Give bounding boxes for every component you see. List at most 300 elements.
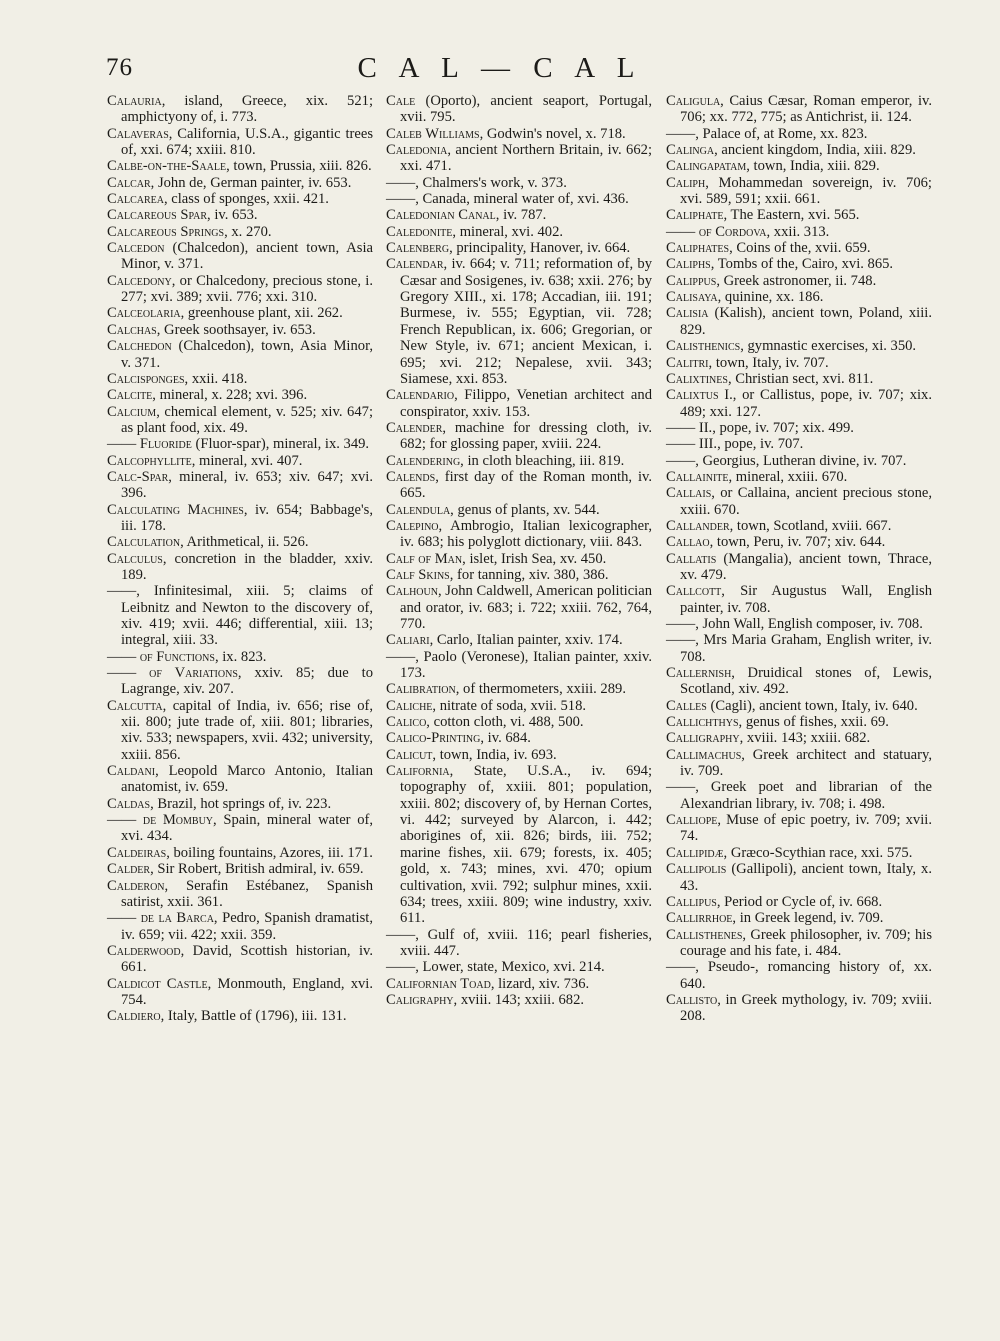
entry-text: , first day of the Roman month, iv. 665. bbox=[400, 468, 652, 502]
index-entry bbox=[666, 910, 932, 926]
entry-headword: Calender bbox=[386, 419, 443, 436]
entry-headword: Calicut bbox=[386, 746, 433, 763]
entry-headword: Calingapatam bbox=[666, 158, 747, 175]
entry-headword: —— of Variations bbox=[107, 665, 238, 682]
entry-text: , of thermometers, xxiii. 289. bbox=[455, 681, 626, 698]
entry-text: , xxiv. 85; due to Lagrange, xiv. 207. bbox=[121, 665, 373, 698]
entry-headword: Calchas bbox=[107, 321, 157, 338]
index-entry bbox=[666, 665, 932, 698]
entry-headword: Calico-Printing bbox=[386, 730, 481, 747]
entry-headword: Calepino bbox=[386, 517, 439, 534]
index-entry bbox=[386, 256, 652, 387]
index-entry bbox=[107, 191, 373, 207]
entry-headword: Caligula bbox=[666, 93, 721, 109]
index-entry bbox=[386, 207, 652, 223]
index-entry bbox=[666, 93, 932, 126]
index-entry bbox=[107, 812, 373, 845]
entry-headword: Calderon bbox=[107, 877, 165, 894]
entry-headword: Callipidæ bbox=[666, 844, 724, 861]
index-entry bbox=[386, 126, 652, 142]
entry-headword: Caliche bbox=[386, 697, 433, 714]
index-entry bbox=[666, 355, 932, 371]
entry-text: (Kalish), ancient town, Poland, xiii. 829. bbox=[680, 305, 932, 338]
index-entry bbox=[107, 453, 373, 469]
index-entry bbox=[666, 927, 932, 960]
entry-text: , iv. 653. bbox=[207, 207, 258, 224]
entry-headword: Calf of Man bbox=[386, 550, 463, 567]
index-entry bbox=[666, 158, 932, 174]
entry-headword: Calcite bbox=[107, 387, 153, 404]
entry-headword: Caleb Williams bbox=[386, 125, 480, 142]
index-entry bbox=[107, 158, 373, 174]
index-entry bbox=[107, 404, 373, 437]
entry-headword: Calippus bbox=[666, 272, 717, 289]
entry-text: —— II., pope, iv. 707; xix. 499. bbox=[666, 419, 854, 436]
entry-text: , principality, Hanover, iv. 664. bbox=[449, 240, 631, 257]
entry-text: (Chalcedon), ancient town, Asia Minor, v. 371. bbox=[121, 240, 373, 273]
entry-headword: Cale bbox=[386, 93, 416, 109]
entry-headword: Calbe-on-the-Saale bbox=[107, 158, 227, 175]
entry-text: , Carlo, Italian painter, xxiv. 174. bbox=[429, 632, 623, 649]
index-entry bbox=[666, 632, 932, 665]
entry-text: , x. 270. bbox=[224, 223, 272, 240]
entry-text: —— III., pope, iv. 707. bbox=[666, 436, 804, 453]
entry-text: ——, Infinitesimal, xiii. 5; claims of Leibnitz and Newton to the discovery of, xiv. 419; xvii. 446; differential, xiii. 13; integral, xiii. 33. bbox=[107, 583, 373, 649]
entry-headword: Callirrhoe bbox=[666, 910, 733, 927]
entry-headword: Callichthys bbox=[666, 714, 739, 731]
entry-text: , mineral, x. 228; xvi. 396. bbox=[152, 387, 308, 404]
index-entry bbox=[666, 779, 932, 812]
entry-headword: Caldas bbox=[107, 795, 151, 812]
entry-headword: Callernish bbox=[666, 665, 732, 682]
index-entry bbox=[107, 469, 373, 502]
index-entry bbox=[666, 273, 932, 289]
entry-headword: Callao bbox=[666, 534, 710, 551]
entry-headword: Caldiero bbox=[107, 1008, 161, 1025]
index-entry bbox=[386, 763, 652, 926]
entry-headword: Calcar bbox=[107, 174, 151, 191]
entry-text: ——, Chalmers's work, v. 373. bbox=[386, 174, 567, 191]
index-entry bbox=[107, 224, 373, 240]
entry-text: (Cagli), ancient town, Italy, iv. 640. bbox=[706, 697, 918, 714]
entry-text: ——, Palace of, at Rome, xx. 823. bbox=[666, 125, 868, 142]
entry-text: , class of sponges, xxii. 421. bbox=[163, 191, 329, 208]
entry-text: (Mangalia), ancient town, Thrace, xv. 479. bbox=[680, 550, 932, 583]
entry-headword: —— de la Barca bbox=[107, 910, 214, 927]
index-entry bbox=[107, 665, 373, 698]
index-entry bbox=[107, 534, 373, 550]
entry-headword: Calcedony bbox=[107, 272, 172, 289]
entry-text: , John Caldwell, American politician and orator, iv. 683; i. 722; xxiii. 762, 764, 770. bbox=[400, 583, 652, 632]
entry-headword: Calculation bbox=[107, 534, 181, 551]
entry-text: I., or Callistus, pope, iv. 707; xix. 489; xxi. 127. bbox=[680, 387, 932, 420]
entry-headword: Calcutta bbox=[107, 697, 163, 714]
entry-text: , Pedro, Spanish dramatist, iv. 659; vii. 422; xxii. 359. bbox=[121, 910, 373, 943]
index-entry bbox=[666, 436, 932, 452]
entry-text: , town, India, xiii. 829. bbox=[746, 158, 880, 175]
entry-text: , nitrate of soda, xvii. 518. bbox=[432, 697, 587, 714]
entry-text: (Gallipoli), ancient town, Italy, x. 43. bbox=[680, 861, 932, 894]
entry-headword: Callimachus bbox=[666, 746, 742, 763]
index-entry bbox=[107, 175, 373, 191]
page-number: 76 bbox=[106, 54, 133, 81]
entry-text: ——, Gulf of, xviii. 116; pearl fisheries, xviii. 447. bbox=[386, 926, 652, 959]
entry-headword: Calligraphy bbox=[666, 730, 740, 747]
index-entry bbox=[107, 551, 373, 584]
index-entry bbox=[666, 126, 932, 142]
entry-text: , in Greek legend, iv. 709. bbox=[732, 910, 884, 927]
entry-text: , gymnastic exercises, xi. 350. bbox=[740, 338, 917, 355]
entry-headword: Calcium bbox=[107, 403, 157, 420]
entry-text: ——, Greek poet and librarian of the Alexandrian library, iv. 708; i. 498. bbox=[666, 779, 932, 812]
entry-text: , in Greek mythology, iv. 709; xviii. 208. bbox=[680, 991, 932, 1025]
entry-text: , Greek soothsayer, iv. 653. bbox=[156, 321, 316, 338]
entry-headword: Callais bbox=[666, 485, 712, 502]
entry-text: , Brazil, hot springs of, iv. 223. bbox=[150, 795, 332, 812]
entry-text: , Monmouth, England, xvi. 754. bbox=[121, 975, 373, 1008]
index-entry bbox=[666, 812, 932, 845]
index-entry bbox=[666, 583, 932, 616]
index-entry bbox=[386, 976, 652, 992]
entry-headword: Caliphs bbox=[666, 256, 711, 273]
index-entry bbox=[666, 714, 932, 730]
entry-text: , mineral, iv. 653; xiv. 647; xvi. 396. bbox=[121, 468, 373, 502]
index-entry bbox=[386, 453, 652, 469]
entry-text: , islet, Irish Sea, xv. 450. bbox=[462, 550, 607, 567]
entry-text: , town, Peru, iv. 707; xiv. 644. bbox=[709, 534, 886, 551]
index-entry bbox=[107, 698, 373, 763]
index-entry bbox=[386, 191, 652, 207]
entry-headword: —— of Functions bbox=[107, 648, 215, 665]
index-entry bbox=[386, 518, 652, 551]
index-entry bbox=[386, 730, 652, 746]
index-entry bbox=[107, 371, 373, 387]
entry-text: , ancient Northern Britain, iv. 662; xxi. 471. bbox=[400, 142, 652, 175]
entry-headword: —— of Cordova bbox=[666, 223, 767, 240]
entry-text: , concretion in the bladder, xxiv. 189. bbox=[121, 550, 373, 583]
index-entry bbox=[107, 126, 373, 159]
entry-headword: Californian Toad bbox=[386, 975, 491, 992]
entry-headword: Callisthenes bbox=[666, 926, 743, 943]
index-entry bbox=[666, 959, 932, 992]
index-column-1 bbox=[107, 93, 373, 1025]
entry-text: , iv. 787. bbox=[495, 207, 547, 224]
index-entry bbox=[666, 371, 932, 387]
index-entry bbox=[386, 632, 652, 648]
running-head: C A L — C A L bbox=[357, 52, 643, 84]
entry-text: ——, Pseudo-, romancing history of, xx. 640. bbox=[666, 959, 932, 992]
index-entry bbox=[386, 502, 652, 518]
index-entry bbox=[666, 289, 932, 305]
entry-text: , Muse of epic poetry, iv. 709; xvii. 74. bbox=[680, 812, 932, 845]
index-entry bbox=[666, 175, 932, 208]
index-entry bbox=[386, 175, 652, 191]
entry-text: , Mohammedan sovereign, iv. 706; xvi. 589, 591; xxii. 661. bbox=[680, 174, 932, 208]
entry-headword: Calenberg bbox=[386, 240, 450, 257]
entry-headword: Caledonia bbox=[386, 142, 448, 159]
index-entry bbox=[386, 224, 652, 240]
index-entry bbox=[386, 583, 652, 632]
index-entry bbox=[666, 698, 932, 714]
index-entry bbox=[666, 305, 932, 338]
entry-headword: Calculating Machines bbox=[107, 501, 244, 518]
index-entry bbox=[107, 338, 373, 371]
entry-text: , Godwin's novel, x. 718. bbox=[479, 125, 626, 142]
index-entry bbox=[107, 976, 373, 1009]
entry-headword: Callander bbox=[666, 517, 730, 534]
entry-headword: Caldani bbox=[107, 763, 156, 780]
entry-text: , xviii. 143; xxiii. 682. bbox=[453, 991, 585, 1008]
index-entry bbox=[386, 93, 652, 126]
entry-text: , Caius Cæsar, Roman emperor, iv. 706; xx. 772, 775; as Antichrist, ii. 124. bbox=[680, 93, 932, 126]
entry-text: ——, Canada, mineral water of, xvi. 436. bbox=[386, 191, 629, 208]
entry-headword: Caliphate bbox=[666, 207, 724, 224]
entry-text: , Greek architect and statuary, iv. 709. bbox=[680, 746, 932, 780]
entry-text: , genus of plants, xv. 544. bbox=[450, 501, 600, 518]
entry-text: , Italy, Battle of (1796), iii. 131. bbox=[160, 1008, 347, 1025]
entry-headword: Calcisponges bbox=[107, 370, 185, 387]
entry-headword: Calendar bbox=[386, 256, 444, 273]
entry-text: , iv. 684. bbox=[480, 730, 531, 747]
entry-headword: Calliope bbox=[666, 812, 718, 829]
entry-headword: Calcarea bbox=[107, 191, 164, 208]
entry-text: , Sir Robert, British admiral, iv. 659. bbox=[150, 861, 364, 878]
entry-headword: Calchedon bbox=[107, 338, 172, 355]
index-entry bbox=[386, 747, 652, 763]
entry-headword: Caliphates bbox=[666, 240, 730, 257]
index-entry bbox=[666, 992, 932, 1025]
entry-text: (Chalcedon), town, Asia Minor, v. 371. bbox=[121, 338, 373, 371]
entry-headword: Callatis bbox=[666, 550, 717, 567]
index-entry bbox=[666, 224, 932, 240]
index-entry bbox=[666, 894, 932, 910]
index-entry bbox=[386, 240, 652, 256]
entry-text: ——, John Wall, English composer, iv. 708. bbox=[666, 616, 923, 632]
entry-headword: Calceolaria bbox=[107, 305, 181, 322]
entry-text: , The Eastern, xvi. 565. bbox=[723, 207, 860, 224]
entry-headword: Calixtines bbox=[666, 370, 728, 387]
entry-text: , quinine, xx. 186. bbox=[717, 289, 824, 306]
entry-text: , or Chalcedony, precious stone, i. 277; xvi. 389; xvii. 776; xxi. 310. bbox=[121, 272, 373, 306]
index-entry bbox=[666, 469, 932, 485]
index-entry bbox=[666, 420, 932, 436]
entry-headword: Caledonite bbox=[386, 223, 453, 240]
entry-text: , town, Scotland, xviii. 667. bbox=[729, 517, 892, 534]
entry-headword: Calcedon bbox=[107, 240, 165, 257]
entry-headword: Calendering bbox=[386, 452, 461, 469]
entry-text: , Sir Augustus Wall, English painter, iv. 708. bbox=[680, 583, 932, 616]
entry-headword: Caledonian Canal bbox=[386, 207, 496, 224]
entry-text: , xxii. 313. bbox=[766, 223, 830, 240]
index-entry bbox=[107, 861, 373, 877]
entry-text: , in cloth bleaching, iii. 819. bbox=[460, 452, 625, 469]
entry-text: , ancient kingdom, India, xiii. 829. bbox=[714, 142, 916, 159]
entry-text: , Arithmetical, ii. 526. bbox=[180, 534, 309, 551]
index-entry bbox=[666, 240, 932, 256]
index-entry bbox=[107, 583, 373, 648]
index-entry bbox=[107, 910, 373, 943]
index-entry bbox=[107, 240, 373, 273]
index-entry bbox=[666, 338, 932, 354]
entry-text: , Coins of the, xvii. 659. bbox=[729, 240, 871, 257]
entry-headword: Calculus bbox=[107, 550, 163, 567]
index-entry bbox=[386, 551, 652, 567]
index-entry bbox=[666, 861, 932, 894]
entry-text: , mineral, xvi. 407. bbox=[191, 452, 303, 469]
entry-headword: Calendario bbox=[386, 387, 455, 404]
index-entry bbox=[386, 420, 652, 453]
entry-text: , Period or Cycle of, iv. 668. bbox=[716, 893, 883, 910]
entry-headword: Callisto bbox=[666, 991, 718, 1008]
index-entry bbox=[666, 453, 932, 469]
index-entry bbox=[107, 305, 373, 321]
entry-headword: Calends bbox=[386, 468, 436, 485]
entry-headword: —— de Mombuy bbox=[107, 812, 214, 829]
index-entry bbox=[386, 469, 652, 502]
index-entry bbox=[386, 649, 652, 682]
entry-headword: California bbox=[386, 763, 450, 780]
index-entry bbox=[386, 714, 652, 730]
entry-headword: Caliph bbox=[666, 174, 706, 191]
entry-text: , chemical element, v. 525; xiv. 647; as plant food, xix. 49. bbox=[121, 403, 373, 436]
entry-headword: —— Fluoride bbox=[107, 436, 192, 453]
entry-headword: Caliari bbox=[386, 632, 430, 649]
entry-headword: Calc-Spar bbox=[107, 468, 169, 485]
index-entry bbox=[107, 273, 373, 306]
entry-text: , boiling fountains, Azores, iii. 171. bbox=[166, 844, 373, 861]
entry-text: , cotton cloth, vi. 488, 500. bbox=[426, 714, 584, 731]
entry-text: ——, Paolo (Veronese), Italian painter, xxiv. 173. bbox=[386, 648, 652, 682]
index-entry bbox=[666, 518, 932, 534]
index-entry bbox=[107, 387, 373, 403]
entry-text: , Filippo, Venetian architect and conspirator, xxiv. 153. bbox=[400, 387, 652, 420]
index-entry bbox=[666, 551, 932, 584]
entry-text: , capital of India, iv. 656; rise of, xii. 800; jute trade of, xiii. 801; libraries, xiv. 533; newspapers, xvii. 432; university, xxiii. 856. bbox=[121, 697, 373, 763]
entry-text: (Fluor-spar), mineral, ix. 349. bbox=[191, 436, 370, 453]
index-entry bbox=[386, 992, 652, 1008]
entry-text: , town, Prussia, xiii. 826. bbox=[226, 158, 372, 175]
index-entry bbox=[666, 616, 932, 632]
entry-headword: Calinga bbox=[666, 142, 715, 159]
entry-headword: Calisia bbox=[666, 305, 709, 322]
entry-headword: Calisaya bbox=[666, 289, 718, 306]
index-entry bbox=[386, 567, 652, 583]
index-entry bbox=[666, 845, 932, 861]
entry-text: , xviii. 143; xxiii. 682. bbox=[739, 730, 871, 747]
entry-text: , island, Greece, xix. 521; amphictyony of, i. 773. bbox=[121, 93, 373, 126]
entry-headword: Calcophyllite bbox=[107, 452, 192, 469]
entry-headword: Calaveras bbox=[107, 125, 169, 142]
entry-headword: Callcott bbox=[666, 583, 722, 600]
entry-text: , Spain, mineral water of, xvi. 434. bbox=[121, 812, 373, 845]
entry-headword: Callainite bbox=[666, 468, 729, 485]
index-entry bbox=[107, 796, 373, 812]
entry-headword: Caldeiras bbox=[107, 844, 167, 861]
entry-text: ——, Mrs Maria Graham, English writer, iv. 708. bbox=[666, 632, 932, 665]
index-entry bbox=[386, 681, 652, 697]
entry-text: , Leopold Marco Antonio, Italian anatomist, iv. 659. bbox=[121, 763, 373, 796]
entry-headword: Calf Skins bbox=[386, 566, 450, 583]
entry-headword: Calderwood bbox=[107, 942, 181, 959]
index-entry bbox=[107, 436, 373, 452]
index-entry bbox=[107, 322, 373, 338]
entry-text: , town, Italy, iv. 707. bbox=[708, 354, 829, 371]
entry-text: , or Callaina, ancient precious stone, xxiii. 670. bbox=[680, 485, 932, 518]
entry-text: , ix. 823. bbox=[214, 648, 267, 665]
entry-text: , Druidical stones of, Lewis, Scotland, xiv. 492. bbox=[680, 665, 932, 698]
index-entry bbox=[107, 502, 373, 535]
entry-text: , Serafin Estébanez, Spanish satirist, xxii. 361. bbox=[121, 877, 373, 910]
index-entry bbox=[107, 649, 373, 665]
entry-headword: Callipolis bbox=[666, 861, 727, 878]
entry-headword: Calhoun bbox=[386, 583, 438, 600]
index-entry bbox=[107, 943, 373, 976]
index-entry bbox=[666, 142, 932, 158]
entry-headword: Calitri bbox=[666, 354, 709, 371]
index-entry bbox=[107, 93, 373, 126]
entry-text: , State, U.S.A., iv. 694; topography of, xxiii. 801; population, xxiii. 802; discovery of, by Hernan Cortes, vi. 442; surveyed by Alarcon, i. 442; aborigines of, xii. 826; birds, iii. 752; marine fishes, xii. 679; forests, ix. 405; gold, x. 743; mines, xvi. 470; opium cultivation, xvii. 792; sulphur mines, xxii. 634; trees, xxiii. 809; wine industry, xxiv. 611. bbox=[400, 763, 652, 927]
entry-text: , machine for dressing cloth, iv. 682; for glossing paper, xviii. 224. bbox=[400, 419, 652, 453]
entry-text: , greenhouse plant, xii. 262. bbox=[180, 305, 343, 322]
entry-headword: Calcareous Spar bbox=[107, 207, 208, 224]
entry-text: , California, U.S.A., gigantic trees of, xxi. 674; xxiii. 810. bbox=[121, 125, 373, 159]
entry-text: , iv. 664; v. 711; reformation of, by Cæsar and Sosigenes, iv. 638; xxii. 276; by Gregory XIII., xi. 178; Accadian, iii. 191; Burmese, iv. 555; Egyptian, vii. 728; French Republican, ix. 606; Gregorian, or New Style, iv. 671; ancient Mexican, i. 695; xvi. 212; Nepalese, xvii. 343; Siamese, xxi. 853. bbox=[400, 256, 653, 387]
entry-headword: Caligraphy bbox=[386, 991, 454, 1008]
index-entry bbox=[666, 730, 932, 746]
entry-headword: Caldicot Castle bbox=[107, 975, 208, 992]
entry-text: , mineral, xxiii. 670. bbox=[728, 468, 848, 485]
index-entry bbox=[666, 387, 932, 420]
entry-headword: Calico bbox=[386, 714, 427, 731]
entry-text: , Greek philosopher, iv. 709; his courage and his fate, i. 484. bbox=[680, 926, 932, 959]
entry-text: , David, Scottish historian, iv. 661. bbox=[121, 942, 373, 976]
index-entry bbox=[666, 534, 932, 550]
entry-headword: Calauria bbox=[107, 93, 162, 109]
entry-text: , Christian sect, xvi. 811. bbox=[727, 370, 874, 387]
index-entry bbox=[666, 747, 932, 780]
entry-text: , John de, German painter, iv. 653. bbox=[150, 174, 352, 191]
entry-text: , lizard, xiv. 736. bbox=[490, 975, 590, 992]
index-entry bbox=[386, 927, 652, 960]
index-entry bbox=[107, 1008, 373, 1024]
entry-text: (Oporto), ancient seaport, Portugal, xvii. 795. bbox=[400, 93, 652, 126]
index-entry bbox=[666, 207, 932, 223]
entry-text: , iv. 654; Babbage's, iii. 178. bbox=[121, 501, 373, 534]
entry-text: , Græco-Scythian race, xxi. 575. bbox=[723, 844, 913, 861]
entry-text: , for tanning, xiv. 380, 386. bbox=[449, 566, 609, 583]
index-entry bbox=[107, 763, 373, 796]
index-entry bbox=[386, 959, 652, 975]
index-entry bbox=[107, 845, 373, 861]
index-entry bbox=[666, 485, 932, 518]
entry-headword: Calisthenics bbox=[666, 338, 741, 355]
entry-headword: Calixtus bbox=[666, 387, 719, 404]
entry-headword: Calles bbox=[666, 697, 707, 714]
entry-text: , Ambrogio, Italian lexicographer, iv. 683; his polyglott dictionary, viii. 843. bbox=[400, 517, 652, 551]
entry-text: ——, Lower, state, Mexico, xvi. 214. bbox=[386, 959, 605, 976]
entry-text: , town, India, iv. 693. bbox=[432, 746, 557, 763]
entry-text: , Tombs of the, Cairo, xvi. 865. bbox=[710, 256, 894, 273]
index-entry bbox=[386, 387, 652, 420]
entry-headword: Calendula bbox=[386, 501, 451, 518]
entry-text: , mineral, xvi. 402. bbox=[452, 223, 564, 240]
entry-headword: Calder bbox=[107, 861, 151, 878]
entry-headword: Calibration bbox=[386, 681, 456, 698]
entry-text: , xxii. 418. bbox=[184, 370, 248, 387]
entry-text: , Greek astronomer, ii. 748. bbox=[716, 272, 877, 289]
index-entry bbox=[386, 698, 652, 714]
index-column-2 bbox=[386, 93, 652, 1008]
